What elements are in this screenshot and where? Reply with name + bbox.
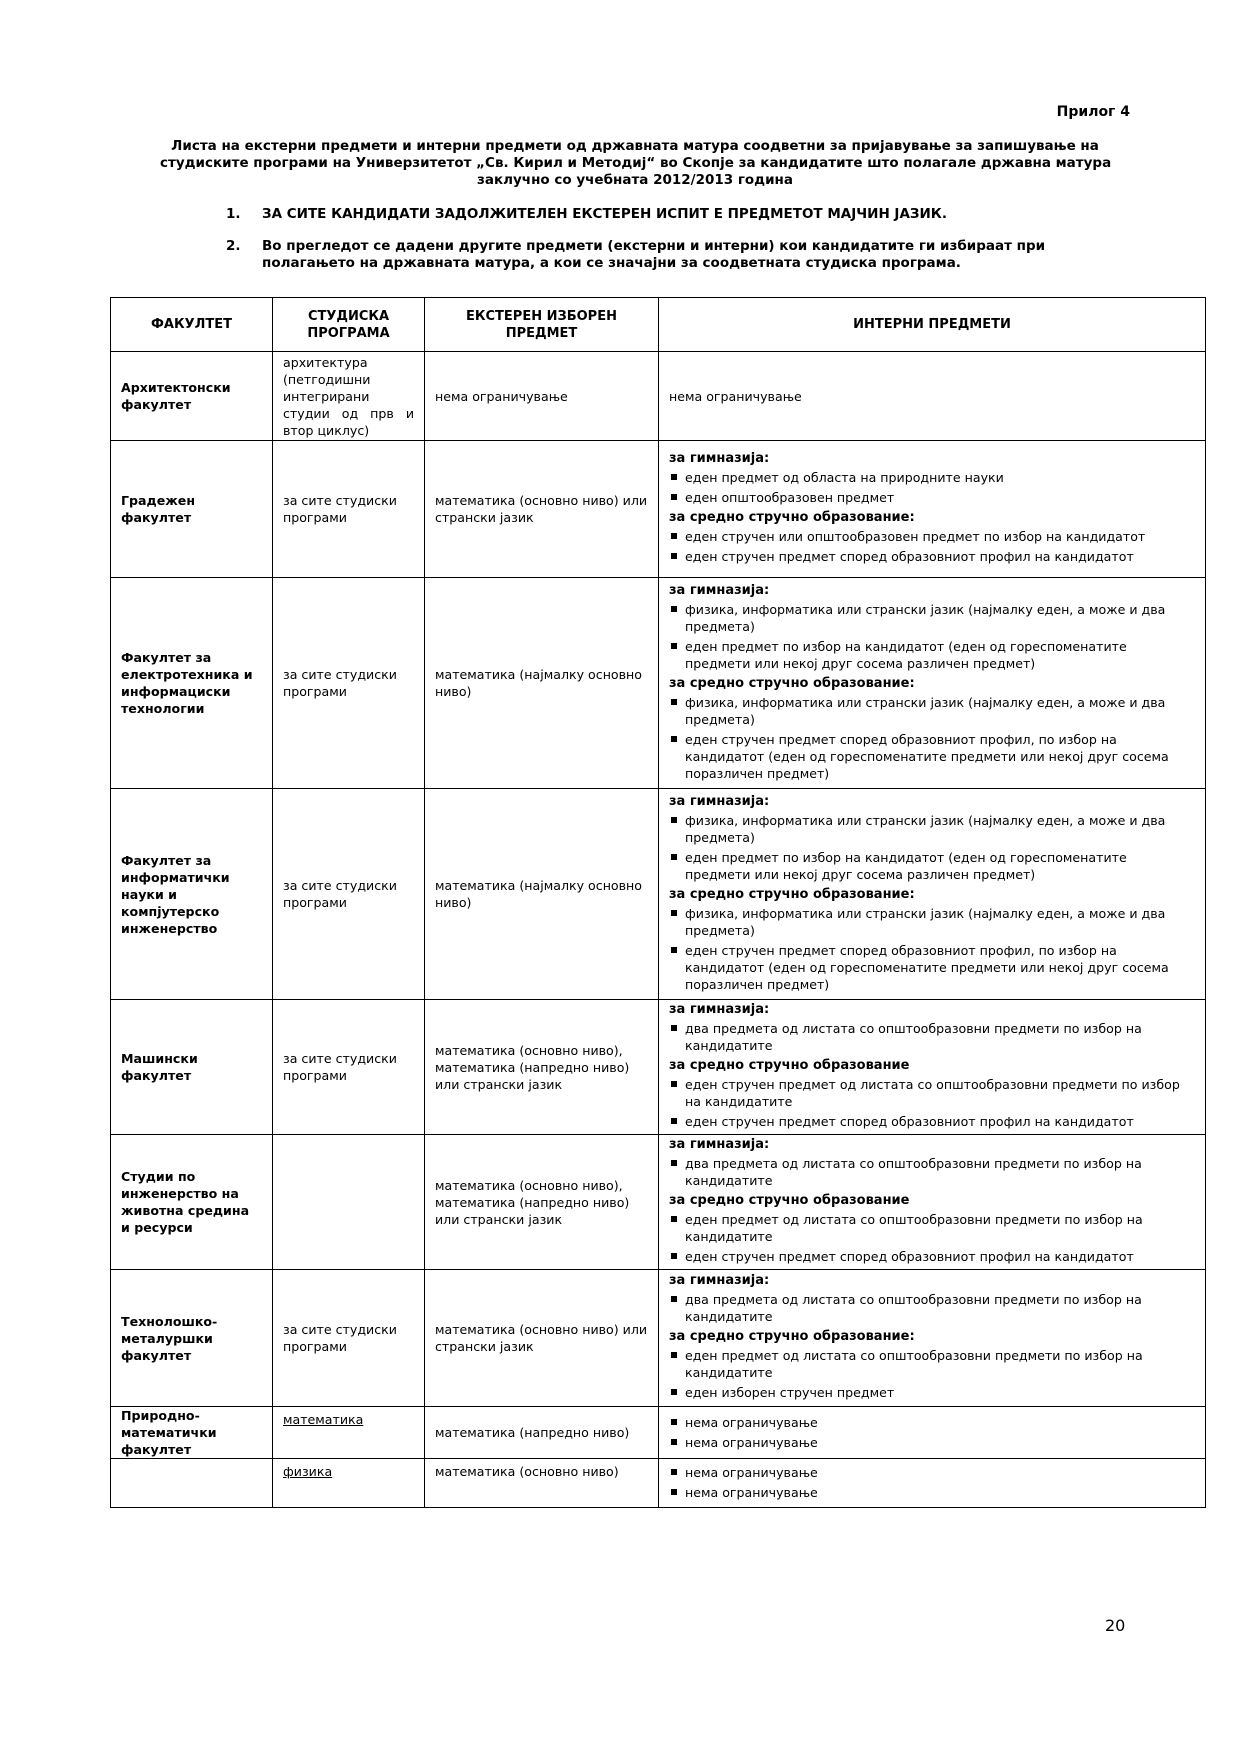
bullet-item: еден стручен предмет според образовниот профил на кандидатот [669, 1248, 1195, 1265]
program-cell [273, 1459, 425, 1508]
header-program: СТУДИСКА ПРОГРАМА [273, 298, 425, 352]
header-external: ЕКСТЕРЕН ИЗБОРЕН ПРЕДМЕТ [425, 298, 659, 352]
bullet-item: еден општообразовен предмет [669, 489, 1195, 506]
program-cell: за сите студиски програми [273, 441, 425, 578]
table-row [111, 441, 1206, 578]
faculty-cell: Факултет за електротехника и информациски технологии [111, 578, 273, 789]
program-cell: за сите студиски програми [273, 1270, 425, 1407]
section-heading: за средно стручно образование: [669, 1329, 915, 1344]
section-heading: за средно стручно образование [669, 1193, 910, 1208]
faculty-cell: Факултет за информатички науки и компјутерско инженерство [111, 789, 273, 1000]
bullet-item: физика, информатика или странски јазик (најмалку еден, а може и два предмета) [669, 694, 1195, 728]
subjects-table [110, 297, 1206, 1508]
program-cell [273, 1135, 425, 1270]
faculty-cell: Студии по инженерство на животна средина и ресурси [111, 1135, 273, 1270]
bullet-item: еден предмет од листата со општообразовни предмети по избор на кандидатите [669, 1211, 1195, 1245]
faculty-cell: Градежен факултет [111, 441, 273, 578]
bullet-item: физика, информатика или странски јазик (најмалку еден, а може и два предмета) [669, 905, 1195, 939]
bullet-item: нема ограничување [669, 1414, 1195, 1431]
bullet-item: еден стручен или општообразовен предмет по избор на кандидатот [669, 528, 1195, 545]
bullet-item: два предмета од листата со општообразовни предмети по избор на кандидатите [669, 1020, 1195, 1054]
internal-cell [659, 1135, 1206, 1270]
table-row [111, 1270, 1206, 1407]
section-heading: за гимназија: [669, 582, 770, 598]
point-item [226, 238, 1126, 272]
header-internal: ИНТЕРНИ ПРЕДМЕТИ [659, 298, 1206, 352]
section-heading: за средно стручно образование: [669, 675, 915, 691]
section-heading: за гимназија: [669, 1002, 770, 1017]
table-row [111, 1000, 1206, 1135]
title-line: студиските програми на Универзитетот „Св. Кирил и Методиј“ во Скопје за кандидатите што полагале државна матура [160, 155, 1112, 171]
bullet-item: еден предмет од областа на природните науки [669, 469, 1195, 486]
bullet-item: физика, информатика или странски јазик (најмалку еден, а може и два предмета) [669, 812, 1195, 846]
title-line: заклучно со учебната 2012/2013 година [477, 172, 793, 188]
faculty-cell: Архитектонски факултет [111, 352, 273, 441]
point-item [226, 206, 1126, 223]
program-link-text: физика [283, 1464, 333, 1479]
table-row [111, 352, 1206, 441]
point-number: 1. [226, 206, 241, 222]
internal-cell [659, 1407, 1206, 1459]
bullet-item: нема ограничување [669, 1484, 1195, 1501]
point-text: Во прегледот се дадени другите предмети (екстерни и интерни) кои кандидатите ги избираат при полагањето на државната матура, а кои се значајни за соодветната студиска програма. [262, 238, 1046, 271]
external-cell: математика (основно ниво) или странски јазик [425, 1270, 659, 1407]
section-heading: за гимназија: [669, 793, 770, 809]
table-row [111, 578, 1206, 789]
section-heading: за средно стручно образование: [669, 510, 915, 525]
point-text: ЗА СИТЕ КАНДИДАТИ ЗАДОЛЖИТЕЛЕН ЕКСТЕРЕН ИСПИТ Е ПРЕДМЕТОТ МАЈЧИН ЈАЗИК. [262, 206, 947, 222]
external-cell: математика (основно ниво) или странски јазик [425, 441, 659, 578]
point-number: 2. [226, 238, 241, 254]
bullet-item: нема ограничување [669, 1464, 1195, 1481]
internal-cell [659, 1270, 1206, 1407]
external-cell: математика (напредно ниво) [425, 1407, 659, 1459]
program-cell: за сите студиски програми [273, 789, 425, 1000]
bullet-item: еден предмет по избор на кандидатот (еден од гореспоменатите предмети или некој друг сосема различен предмет) [669, 849, 1195, 883]
program-link-text: математика [283, 1412, 364, 1427]
bullet-item: еден предмет од листата со општообразовни предмети по избор на кандидатите [669, 1347, 1195, 1381]
title-line: Листа на екстерни предмети и интерни предмети од државната матура соодветни за пријавување за запишување на [171, 138, 1099, 154]
program-cell: за сите студиски програми [273, 578, 425, 789]
numbered-points [226, 206, 1126, 287]
external-cell: математика (најмалку основно ниво) [425, 789, 659, 1000]
section-heading: за средно стручно образование [669, 1058, 910, 1073]
table-row [111, 789, 1206, 1000]
program-cell [273, 1407, 425, 1459]
bullet-item: еден стручен предмет од листата со општообразовни предмети по избор на кандидатите [669, 1076, 1195, 1110]
internal-cell [659, 789, 1206, 1000]
faculty-cell: Машински факултет [111, 1000, 273, 1135]
table-header-row [111, 298, 1206, 352]
external-cell: математика (основно ниво), математика (напредно ниво) или странски јазик [425, 1135, 659, 1270]
table-row [111, 1407, 1206, 1459]
bullet-item: еден стручен предмет според образовниот профил на кандидатот [669, 548, 1195, 565]
bullet-item: еден стручен предмет според образовниот профил на кандидатот [669, 1113, 1195, 1130]
external-cell: нема ограничување [425, 352, 659, 441]
table-row [111, 1459, 1206, 1508]
section-heading: за гимназија: [669, 451, 770, 466]
bullet-item: еден стручен предмет според образовниот профил, по избор на кандидатот (еден од гореспоменатите предмети или некој друг сосема поразличен предмет) [669, 942, 1195, 993]
faculty-cell: Технолошко-металуршки факултет [111, 1270, 273, 1407]
faculty-cell: Природно-математички факултет [111, 1407, 273, 1459]
page-number: 20 [1105, 1616, 1126, 1635]
bullet-item: еден стручен предмет според образовниот профил, по избор на кандидатот (еден од гореспоменатите предмети или некој друг сосема поразличен предмет) [669, 731, 1195, 782]
bullet-item: еден изборен стручен предмет [669, 1384, 1195, 1401]
program-cell: архитектура (петгодишни интегрирани студии од прв и втор циклус) [273, 352, 425, 441]
internal-cell [659, 441, 1206, 578]
bullet-item: нема ограничување [669, 1434, 1195, 1451]
bullet-item: два предмета од листата со општообразовни предмети по избор на кандидатите [669, 1155, 1195, 1189]
document-title [160, 138, 1110, 189]
bullet-item: физика, информатика или странски јазик (најмалку еден, а може и два предмета) [669, 601, 1195, 635]
section-heading: за гимназија: [669, 1273, 770, 1288]
header-faculty: ФАКУЛТЕТ [111, 298, 273, 352]
external-cell: математика (основно ниво), математика (напредно ниво) или странски јазик [425, 1000, 659, 1135]
bullet-item: два предмета од листата со општообразовни предмети по избор на кандидатите [669, 1291, 1195, 1325]
annex-label: Прилог 4 [1056, 104, 1130, 120]
section-heading: за гимназија: [669, 1137, 770, 1152]
internal-cell [659, 1459, 1206, 1508]
faculty-cell [111, 1459, 273, 1508]
external-cell: математика (најмалку основно ниво) [425, 578, 659, 789]
bullet-item: еден предмет по избор на кандидатот (еден од гореспоменатите предмети или некој друг сосема различен предмет) [669, 638, 1195, 672]
internal-cell [659, 578, 1206, 789]
external-cell: математика (основно ниво) [425, 1459, 659, 1508]
internal-cell [659, 1000, 1206, 1135]
table-row [111, 1135, 1206, 1270]
internal-cell: нема ограничување [659, 352, 1206, 441]
section-heading: за средно стручно образование: [669, 886, 915, 902]
program-cell: за сите студиски програми [273, 1000, 425, 1135]
